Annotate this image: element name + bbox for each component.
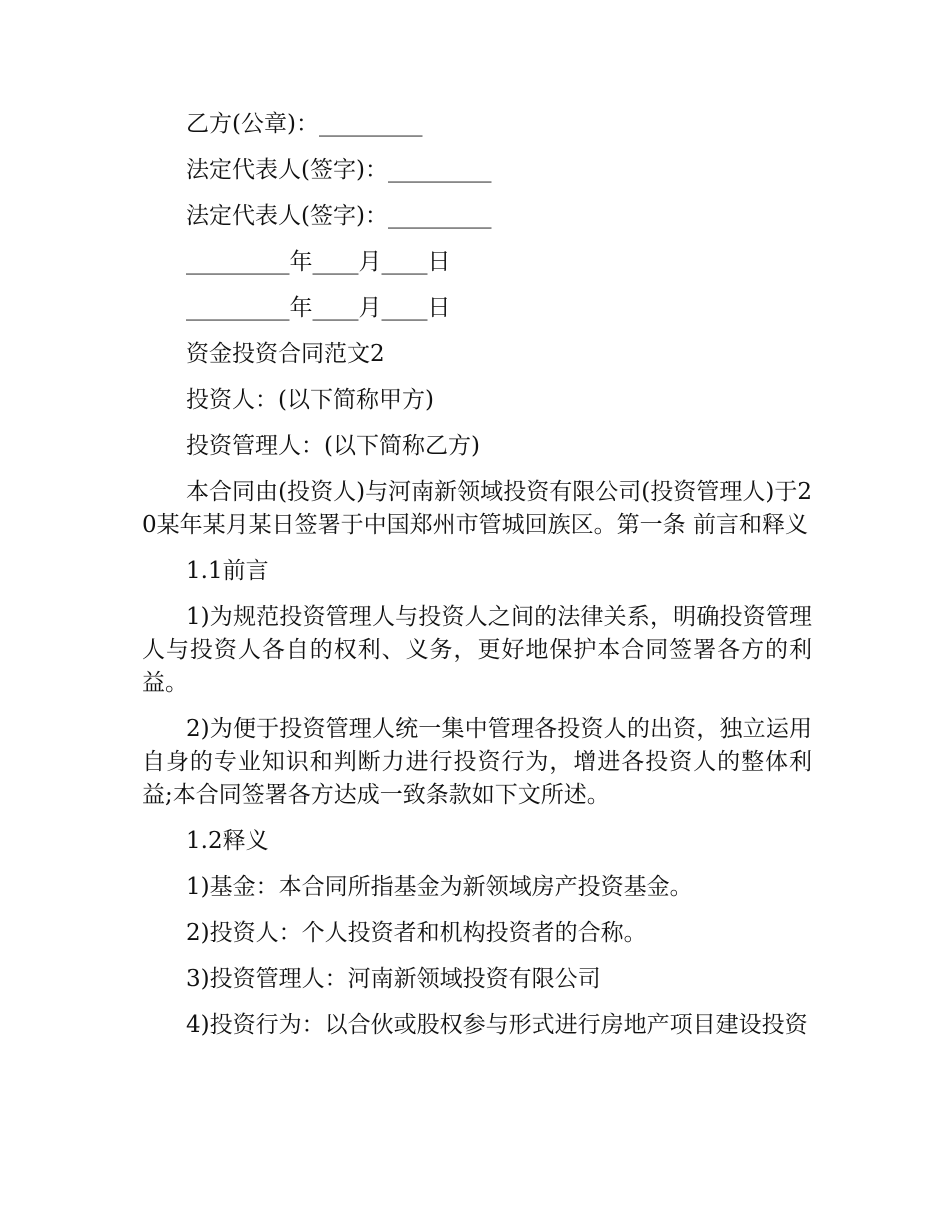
date-line: _________年____月____日 bbox=[186, 249, 451, 275]
definition-item: 2)投资人：个人投资者和机构投资者的合称。 bbox=[186, 920, 647, 946]
definition-item: 4)投资行为：以合伙或股权参与形式进行房地产项目建设投资 bbox=[186, 1012, 808, 1038]
date-line: _________年____月____日 bbox=[186, 295, 451, 321]
party-b-seal-line: 乙方(公章)：_________ bbox=[186, 111, 423, 137]
clause-paragraph: 2)为便于投资管理人统一集中管理各投资人的出资，独立运用自身的专业知识和判断力进行投资行为，增进各投资人的整体利益;本合同签署各方达成一致条款如下文所述。 bbox=[142, 716, 812, 808]
definition-item: 1)基金：本合同所指基金为新领域房产投资基金。 bbox=[186, 874, 693, 900]
investment-manager-line: 投资管理人：(以下简称乙方) bbox=[186, 433, 480, 459]
clause-paragraph: 1)为规范投资管理人与投资人之间的法律关系，明确投资管理人与投资人各自的权利、义务，更好地保护本合同签署各方的利益。 bbox=[142, 604, 812, 696]
document-body bbox=[142, 108, 812, 1055]
investor-line: 投资人：(以下简称甲方) bbox=[186, 387, 434, 413]
definition-item: 3)投资管理人：河南新领域投资有限公司 bbox=[186, 966, 601, 992]
clause-heading: 1.1前言 bbox=[186, 558, 269, 584]
legal-rep-signature-line: 法定代表人(签字)：_________ bbox=[186, 157, 492, 183]
clause-heading: 1.2释义 bbox=[186, 828, 269, 854]
legal-rep-signature-line: 法定代表人(签字)：_________ bbox=[186, 203, 492, 229]
section-title: 资金投资合同范文2 bbox=[186, 341, 385, 367]
contract-intro-paragraph: 本合同由(投资人)与河南新领域投资有限公司(投资管理人)于20某年某月某日签署于中国郑州市管城回族区。第一条 前言和释义 bbox=[142, 479, 812, 538]
